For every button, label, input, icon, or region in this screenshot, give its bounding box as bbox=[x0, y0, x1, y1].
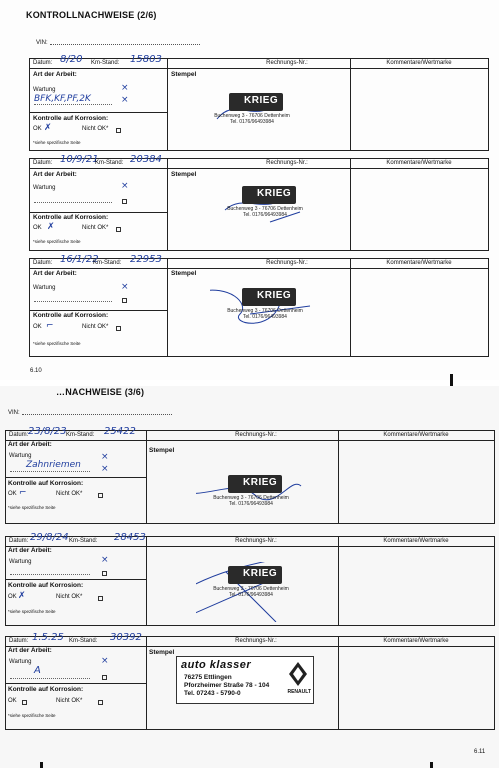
korrosion-label: Kontrolle auf Korrosion: bbox=[33, 312, 109, 319]
note-line bbox=[10, 678, 90, 679]
footnote: *siehe spezifische Seite bbox=[33, 341, 81, 346]
vin-label: VIN: bbox=[8, 410, 20, 416]
workshop-stamp bbox=[196, 562, 306, 610]
footnote: *siehe spezifische Seite bbox=[33, 239, 81, 244]
page-edge bbox=[450, 374, 453, 386]
note-checkbox[interactable] bbox=[122, 298, 127, 303]
service-entry bbox=[29, 54, 489, 151]
nicht-ok-label: Nicht OK* bbox=[56, 594, 83, 600]
divider bbox=[6, 683, 146, 684]
kommentare-label: Kommentare/Wertmarke bbox=[386, 60, 452, 66]
ok-checked-icon: ✗ bbox=[44, 123, 52, 133]
divider bbox=[146, 431, 147, 523]
ok-label: OK bbox=[33, 324, 42, 330]
nicht-ok-checkbox[interactable] bbox=[98, 493, 103, 498]
ok-label: OK bbox=[8, 594, 17, 600]
rechnungs-label: Rechnungs-Nr.: bbox=[235, 432, 277, 438]
km-value: 30392 bbox=[110, 632, 142, 643]
km-value: 20384 bbox=[130, 154, 162, 165]
datum-label: Datum: bbox=[9, 638, 29, 644]
datum-label: Datum: bbox=[9, 432, 29, 438]
krieg-logo: KRIEG bbox=[229, 93, 283, 111]
page-title: …NACHWEISE (3/6) bbox=[56, 387, 145, 397]
korrosion-label: Kontrolle auf Korrosion: bbox=[33, 214, 109, 221]
renault-text: RENAULT bbox=[287, 689, 311, 695]
kommentare-label: Kommentare/Wertmarke bbox=[386, 160, 452, 166]
nicht-ok-checkbox[interactable] bbox=[116, 227, 121, 232]
service-entry bbox=[5, 632, 495, 730]
datum-value: 16/1/22 bbox=[60, 254, 99, 265]
work-note: Zahnriemen bbox=[26, 460, 81, 470]
nicht-ok-checkbox[interactable] bbox=[98, 596, 103, 601]
footnote: *siehe spezifische Seite bbox=[8, 713, 56, 718]
stempel-label: Stempel bbox=[149, 649, 175, 656]
wartung-label: Wartung bbox=[33, 285, 56, 291]
datum-label: Datum: bbox=[33, 160, 53, 166]
kommentare-label: Kommentare/Wertmarke bbox=[383, 432, 449, 438]
krieg-logo: KRIEG bbox=[242, 186, 296, 204]
rechnungs-label: Rechnungs-Nr.: bbox=[235, 538, 277, 544]
check-mark-icon: × bbox=[101, 452, 109, 462]
workshop-stamp bbox=[196, 471, 306, 519]
rechnungs-label: Rechnungs-Nr.: bbox=[266, 160, 308, 166]
krieg-logo: KRIEG bbox=[228, 475, 282, 493]
stamp-address: Buchenweg 3 - 76706 Dettenheim Tel. 0176/96493984 bbox=[214, 113, 290, 125]
rechnungs-label: Rechnungs-Nr.: bbox=[266, 60, 308, 66]
krieg-logo: KRIEG bbox=[242, 288, 296, 306]
ok-checked-icon: ✗ bbox=[18, 591, 26, 601]
korrosion-label: Kontrolle auf Korrosion: bbox=[8, 582, 84, 589]
stempel-label: Stempel bbox=[171, 71, 197, 78]
service-entry bbox=[5, 426, 495, 524]
km-value: 15803 bbox=[130, 54, 162, 65]
work-note: A bbox=[34, 665, 41, 676]
nicht-ok-label: Nicht OK* bbox=[82, 324, 109, 330]
km-value: 28453 bbox=[114, 532, 146, 543]
divider bbox=[338, 637, 339, 729]
nicht-ok-label: Nicht OK* bbox=[82, 225, 109, 231]
service-entry bbox=[5, 532, 495, 626]
divider bbox=[350, 259, 351, 356]
note-line bbox=[10, 574, 90, 575]
ok-checked-icon: ✗ bbox=[47, 222, 55, 232]
datum-label: Datum: bbox=[9, 538, 29, 544]
divider bbox=[338, 537, 339, 625]
divider bbox=[146, 637, 147, 729]
art-label: Art der Arbeit: bbox=[8, 647, 52, 654]
page-number: 6.11 bbox=[474, 749, 486, 755]
stempel-label: Stempel bbox=[171, 171, 197, 178]
stamp-address: Buchenweg 3 - 76706 Dettenheim Tel. 0176/96493984 bbox=[227, 206, 303, 218]
check-mark-icon: × bbox=[101, 555, 109, 565]
nicht-ok-label: Nicht OK* bbox=[56, 698, 83, 704]
ok-label: OK bbox=[8, 698, 17, 704]
service-entry bbox=[29, 154, 489, 251]
km-label: Km-Stand: bbox=[95, 160, 124, 166]
datum-value: 23/8/23 bbox=[28, 426, 67, 437]
datum-value: 1.5.25 bbox=[32, 632, 64, 643]
krieg-logo: KRIEG bbox=[228, 566, 282, 584]
ok-checked-icon: ⌐ bbox=[19, 488, 27, 498]
divider bbox=[30, 310, 167, 311]
datum-label: Datum: bbox=[33, 260, 53, 266]
ok-checked-icon: ⌐ bbox=[46, 321, 54, 331]
renault-logo-icon bbox=[287, 661, 309, 687]
stamp-address: Buchenweg 3 - 76706 Dettenheim Tel. 0176/96493984 bbox=[213, 495, 289, 507]
ok-label: OK bbox=[33, 225, 42, 231]
check-mark-icon: × bbox=[101, 464, 109, 474]
divider bbox=[338, 431, 339, 523]
dealer-stamp bbox=[176, 656, 314, 704]
km-label: Km-Stand: bbox=[69, 638, 98, 644]
datum-label: Datum: bbox=[33, 60, 53, 66]
km-label: Km-Stand: bbox=[93, 260, 122, 266]
nicht-ok-checkbox[interactable] bbox=[116, 326, 121, 331]
divider bbox=[30, 112, 167, 113]
divider bbox=[146, 537, 147, 625]
art-label: Art der Arbeit: bbox=[8, 441, 52, 448]
korrosion-label: Kontrolle auf Korrosion: bbox=[8, 480, 84, 487]
art-label: Art der Arbeit: bbox=[33, 71, 77, 78]
kommentare-label: Kommentare/Wertmarke bbox=[383, 538, 449, 544]
page-edge bbox=[430, 762, 433, 768]
ok-label: OK bbox=[8, 491, 17, 497]
korrosion-label: Kontrolle auf Korrosion: bbox=[33, 115, 109, 122]
datum-value: 29/8/24 bbox=[30, 532, 69, 543]
divider bbox=[167, 159, 168, 250]
km-value: 25422 bbox=[104, 426, 136, 437]
nicht-ok-checkbox[interactable] bbox=[98, 700, 103, 705]
kommentare-label: Kommentare/Wertmarke bbox=[386, 260, 452, 266]
vin-field bbox=[8, 410, 172, 416]
vin-label: VIN: bbox=[36, 40, 48, 46]
check-mark-icon: × bbox=[121, 282, 129, 292]
dealer-brand: auto klasser bbox=[181, 659, 252, 671]
wartung-label: Wartung bbox=[9, 453, 32, 459]
note-line bbox=[34, 104, 112, 105]
footnote: *siehe spezifische Seite bbox=[33, 140, 81, 145]
km-label: Km-Stand: bbox=[66, 432, 95, 438]
divider bbox=[167, 59, 168, 150]
divider bbox=[350, 59, 351, 150]
workshop-stamp bbox=[210, 284, 320, 332]
art-label: Art der Arbeit: bbox=[8, 547, 52, 554]
note-line bbox=[10, 471, 90, 472]
note-line bbox=[34, 301, 112, 302]
check-mark-icon: × bbox=[101, 656, 109, 666]
vin-field bbox=[36, 40, 200, 46]
service-page-2-of-6 bbox=[0, 0, 499, 380]
workshop-stamp bbox=[197, 89, 307, 137]
dealer-phone: Tel. 07243 - 5790-0 bbox=[184, 690, 241, 697]
page-title: KONTROLLNACHWEISE (2/6) bbox=[26, 10, 157, 20]
korrosion-label: Kontrolle auf Korrosion: bbox=[8, 686, 84, 693]
wartung-label: Wartung bbox=[9, 659, 32, 665]
note-checkbox[interactable] bbox=[122, 199, 127, 204]
wartung-label: Wartung bbox=[9, 559, 32, 565]
service-entry bbox=[29, 254, 489, 357]
divider bbox=[6, 477, 146, 478]
ok-label: OK bbox=[33, 126, 42, 132]
kommentare-label: Kommentare/Wertmarke bbox=[383, 638, 449, 644]
footnote: *siehe spezifische Seite bbox=[8, 609, 56, 614]
rechnungs-label: Rechnungs-Nr.: bbox=[235, 638, 277, 644]
check-mark-icon: × bbox=[121, 95, 129, 105]
nicht-ok-label: Nicht OK* bbox=[56, 491, 83, 497]
vin-line bbox=[22, 414, 172, 415]
km-value: 22953 bbox=[130, 254, 162, 265]
datum-value: 8/20 bbox=[60, 54, 83, 65]
stempel-label: Stempel bbox=[149, 447, 175, 454]
dealer-street: Pforzheimer Straße 78 - 104 bbox=[184, 682, 270, 689]
rechnungs-label: Rechnungs-Nr.: bbox=[266, 260, 308, 266]
datum-value: 10/9/21 bbox=[60, 154, 99, 165]
check-mark-icon: × bbox=[121, 181, 129, 191]
work-note: BFK,KF,PF,2K bbox=[34, 94, 91, 104]
nicht-ok-checkbox[interactable] bbox=[116, 128, 121, 133]
dealer-city: 76275 Ettlingen bbox=[184, 674, 232, 681]
note-line bbox=[34, 202, 112, 203]
check-mark-icon: × bbox=[121, 83, 129, 93]
km-label: Km-Stand: bbox=[69, 538, 98, 544]
divider bbox=[167, 259, 168, 356]
ok-checkbox[interactable] bbox=[22, 700, 27, 705]
km-label: Km-Stand: bbox=[91, 60, 120, 66]
footnote: *siehe spezifische Seite bbox=[8, 505, 56, 510]
divider bbox=[6, 579, 146, 580]
wartung-label: Wartung bbox=[33, 87, 56, 93]
note-checkbox[interactable] bbox=[102, 571, 107, 576]
divider bbox=[30, 212, 167, 213]
stempel-label: Stempel bbox=[171, 270, 197, 277]
service-page-3-of-6 bbox=[0, 386, 499, 768]
page-number: 6.10 bbox=[30, 368, 42, 374]
vin-line bbox=[50, 44, 200, 45]
note-checkbox[interactable] bbox=[102, 675, 107, 680]
stamp-address: Buchenweg 3 - 76706 Dettenheim Tel. 0176/96493984 bbox=[213, 586, 289, 598]
art-label: Art der Arbeit: bbox=[33, 171, 77, 178]
wartung-label: Wartung bbox=[33, 185, 56, 191]
nicht-ok-label: Nicht OK* bbox=[82, 126, 109, 132]
art-label: Art der Arbeit: bbox=[33, 270, 77, 277]
page-edge bbox=[40, 762, 43, 768]
stamp-address: Buchenweg 3 - 76706 Dettenheim Tel. 0176/96493984 bbox=[227, 308, 303, 320]
divider bbox=[350, 159, 351, 250]
workshop-stamp bbox=[210, 182, 320, 230]
